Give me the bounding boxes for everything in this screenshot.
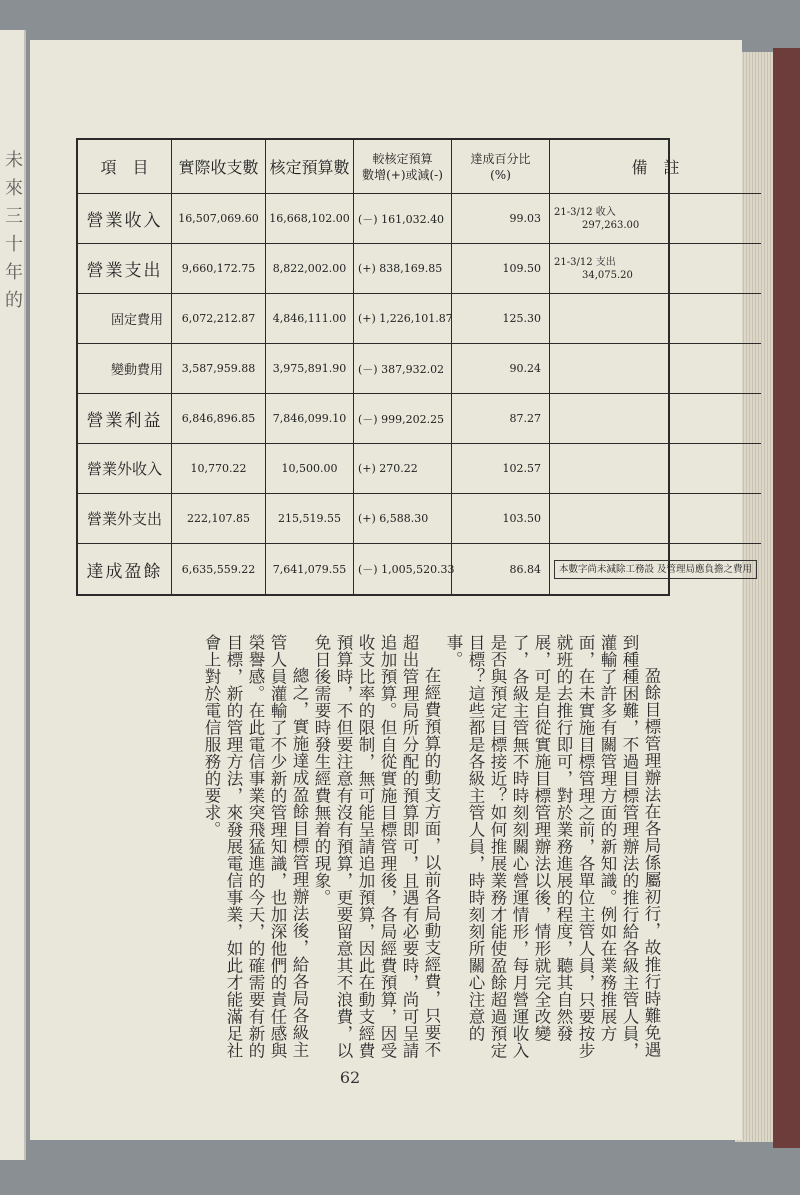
row-difference: (－) 1,005,520.33 (354, 544, 452, 594)
row-difference: (+) 270.22 (354, 444, 452, 494)
remark-box (554, 560, 757, 579)
row-remark (550, 244, 761, 294)
row-percentage: 109.50 (452, 244, 550, 294)
row-percentage: 90.24 (452, 344, 550, 394)
book-page (30, 40, 753, 1140)
row-approved: 10,500.00 (266, 444, 354, 494)
row-approved: 4,846,111.00 (266, 294, 354, 344)
row-actual: 3,587,959.88 (172, 344, 266, 394)
header-percentage-line2: (%) (490, 167, 511, 182)
row-approved: 3,975,891.90 (266, 344, 354, 394)
remark-line1: 21-3/12 支出 (554, 256, 616, 268)
row-difference: (－) 999,202.25 (354, 394, 452, 444)
paragraph-2: 在經費預算的動支方面，以前各局動支經費，只要不超出管理局所分配的預算即可，且遇有必要時，尚可呈請追加預算。但自從實施目標管理後，各局經費預算，因受收支比率的限制，無可能呈請追加預算，因此在動支經費預算時，不但要注意有沒有預算，更要留意其不浪費，以免日後需要時發生經費無着的現象。 (312, 634, 441, 1059)
row-label: 營業外收入 (78, 444, 172, 494)
header-approved: 核定預算數 (266, 140, 354, 194)
header-percentage-line1: 達成百分比 (470, 151, 531, 166)
remark-line2: 及管理局應負擔之費用 (657, 563, 753, 575)
row-remark (550, 344, 761, 394)
header-item: 項 目 (78, 140, 172, 194)
row-percentage: 86.84 (452, 544, 550, 594)
row-percentage: 87.27 (452, 394, 550, 444)
book-cover-edge (773, 48, 800, 1148)
row-remark (550, 294, 761, 344)
remark-line1: 21-3/12 收入 (554, 206, 616, 218)
row-percentage: 103.50 (452, 494, 550, 544)
header-actual: 實際收支數 (172, 140, 266, 194)
row-actual: 222,107.85 (172, 494, 266, 544)
previous-page-edge (0, 30, 26, 1160)
row-percentage: 99.03 (452, 194, 550, 244)
row-remark (550, 194, 761, 244)
row-actual: 9,660,172.75 (172, 244, 266, 294)
header-difference-line1: 較核定預算 (372, 151, 433, 166)
header-percentage (452, 140, 550, 194)
row-remark (550, 494, 761, 544)
row-approved: 8,822,002.00 (266, 244, 354, 294)
row-label: 變動費用 (78, 344, 172, 394)
row-percentage: 125.30 (452, 294, 550, 344)
side-running-title: 未來三十年的 (2, 150, 23, 318)
remark-line2: 34,075.20 (582, 269, 633, 281)
surplus-table (76, 138, 753, 596)
row-percentage: 102.57 (452, 444, 550, 494)
row-actual: 6,846,896.85 (172, 394, 266, 444)
row-difference: (+) 838,169.85 (354, 244, 452, 294)
remark-line2: 297,263.00 (582, 219, 640, 231)
row-approved: 7,641,079.55 (266, 544, 354, 594)
row-remark (550, 544, 761, 594)
header-difference (354, 140, 452, 194)
row-label: 營業利益 (78, 394, 172, 444)
row-approved: 7,846,099.10 (266, 394, 354, 444)
paragraph-3: 總之，實施達成盈餘目標管理辦法後，給各局各級主管人員灌輸了不少新的管理知識，也加深他們的責任感與榮譽感。在此電信事業突飛猛進的今天，的確需要有新的目標，新的管理方法，來發展電信事業，如此才能滿足社會上對於電信服務的要求。 (202, 634, 309, 1059)
row-remark (550, 394, 761, 444)
row-label: 固定費用 (78, 294, 172, 344)
page-number: 62 (339, 1068, 361, 1087)
row-label: 營業收入 (78, 194, 172, 244)
body-text (202, 634, 662, 1074)
row-approved: 215,519.55 (266, 494, 354, 544)
row-label: 營業外支出 (78, 494, 172, 544)
row-difference: (+) 1,226,101.87 (354, 294, 452, 344)
row-remark (550, 444, 761, 494)
paragraph-1: 盈餘目標管理辦法在各局係屬初行，故推行時難免遇到種種困難，不過目標管理辦法的推行給各級主管人員，灌輸了許多有關管理方面的新知識。例如在業務推展方面，在未實施目標管理之前，各單位主管人員，只要按步就班的去推行即可，對於業務進展的程度，聽其自然發展，可是自從實施目標管理辦法以後，情形就完全改變了，各級主管無不時時刻刻關心營運情形，每月營運收入是否與預定目標接近？如何推展業務才能使盈餘超過預定目標？這些都是各級主管人員，時時刻刻所關心注意的事。 (444, 634, 661, 1059)
header-difference-line2: 數增(+)或減(-) (362, 167, 443, 182)
row-difference: (－) 387,932.02 (354, 344, 452, 394)
row-actual: 10,770.22 (172, 444, 266, 494)
header-remarks: 備 註 (550, 140, 761, 194)
row-approved: 16,668,102.00 (266, 194, 354, 244)
row-actual: 6,072,212.87 (172, 294, 266, 344)
row-actual: 16,507,069.60 (172, 194, 266, 244)
row-difference: (+) 6,588.30 (354, 494, 452, 544)
row-difference: (－) 161,032.40 (354, 194, 452, 244)
remark-line1: 本數字尚未減除工務設 (559, 563, 655, 575)
row-label: 達成盈餘 (78, 544, 172, 594)
row-actual: 6,635,559.22 (172, 544, 266, 594)
row-label: 營業支出 (78, 244, 172, 294)
